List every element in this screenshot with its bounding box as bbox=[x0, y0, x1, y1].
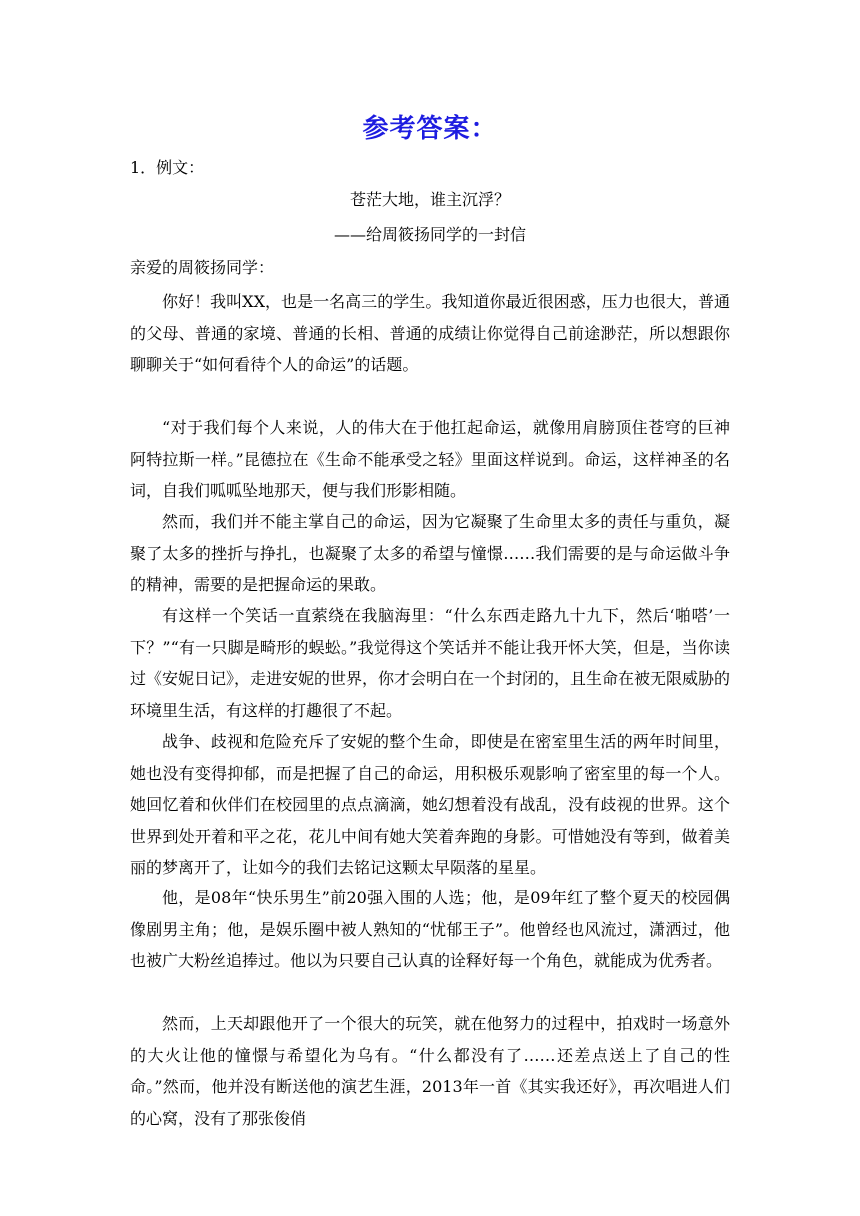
letter-salutation: 亲爱的周筱扬同学： bbox=[130, 258, 275, 277]
essay-subtitle: ——给周筱扬同学的一封信 bbox=[333, 225, 526, 244]
essay-paragraph: 战争、歧视和危险充斥了安妮的整个生命，即使是在密室里生活的两年时间里，她也没有变得抑郁，而是把握了自己的命运，用积极乐观影响了密室里的每一个人。她回忆着和伙伴们在校园里的点点滴滴，她幻想着没有战乱，没有歧视的世界。这个世界到处开着和平之花，花儿中间有她大笑着奔跑的身影。可惜她没有等到，做着美丽的梦离开了，让如今的我们去铭记这颗太早陨落的星星。 bbox=[130, 732, 730, 877]
item-number-label: 1．例文： bbox=[130, 158, 205, 177]
essay-paragraph: “对于我们每个人来说，人的伟大在于他扛起命运，就像用肩膀顶住苍穹的巨神阿特拉斯一样。”昆德拉在《生命不能承受之轻》里面这样说到。命运，这样神圣的名词，自我们呱呱坠地那天，便与我们形影相随。 bbox=[130, 418, 730, 500]
essay-title: 苍茫大地，谁主沉浮？ bbox=[349, 190, 510, 209]
essay-paragraph: 然而，上天却跟他开了一个很大的玩笑，就在他努力的过程中，拍戏时一场意外的大火让他的憧憬与希望化为乌有。“什么都没有了……还差点送上了自己的性命。”然而，他并没有断送他的演艺生涯，2013年一首《其实我还好》，再次唱进人们的心窝，没有了那张俊俏 bbox=[130, 1014, 730, 1128]
answer-heading: 参考答案： bbox=[362, 114, 498, 144]
essay-paragraph: 你好！我叫XX，也是一名高三的学生。我知道你最近很困惑，压力也很大，普通的父母、普通的家境、普通的长相、普通的成绩让你觉得自己前途渺茫，所以想跟你聊聊关于“如何看待个人的命运”的话题。 bbox=[130, 292, 730, 374]
essay-paragraph: 有这样一个笑话一直萦绕在我脑海里：“什么东西走路九十九下，然后‘啪嗒’一下？”“有一只脚是畸形的蜈蚣。”我觉得这个笑话并不能让我开怀大笑，但是，当你读过《安妮日记》，走进安妮的世界，你才会明白在一个封闭的，且生命在被无限威胁的环境里生活，有这样的打趣很了不起。 bbox=[130, 606, 731, 720]
essay-paragraph: 然而，我们并不能主掌自己的命运，因为它凝聚了生命里太多的责任与重负，凝聚了太多的挫折与挣扎，也凝聚了太多的希望与憧憬……我们需要的是与命运做斗争的精神，需要的是把握命运的果敢。 bbox=[130, 512, 730, 594]
essay-paragraph: 他，是08年“快乐男生”前20强入围的人选；他，是09年红了整个夏天的校园偶像剧男主角；他，是娱乐圈中被人熟知的“忧郁王子”。他曾经也风流过，潇洒过，他也被广大粉丝追捧过。他以为只要自己认真的诠释好每一个角色，就能成为优秀者。 bbox=[130, 888, 730, 970]
